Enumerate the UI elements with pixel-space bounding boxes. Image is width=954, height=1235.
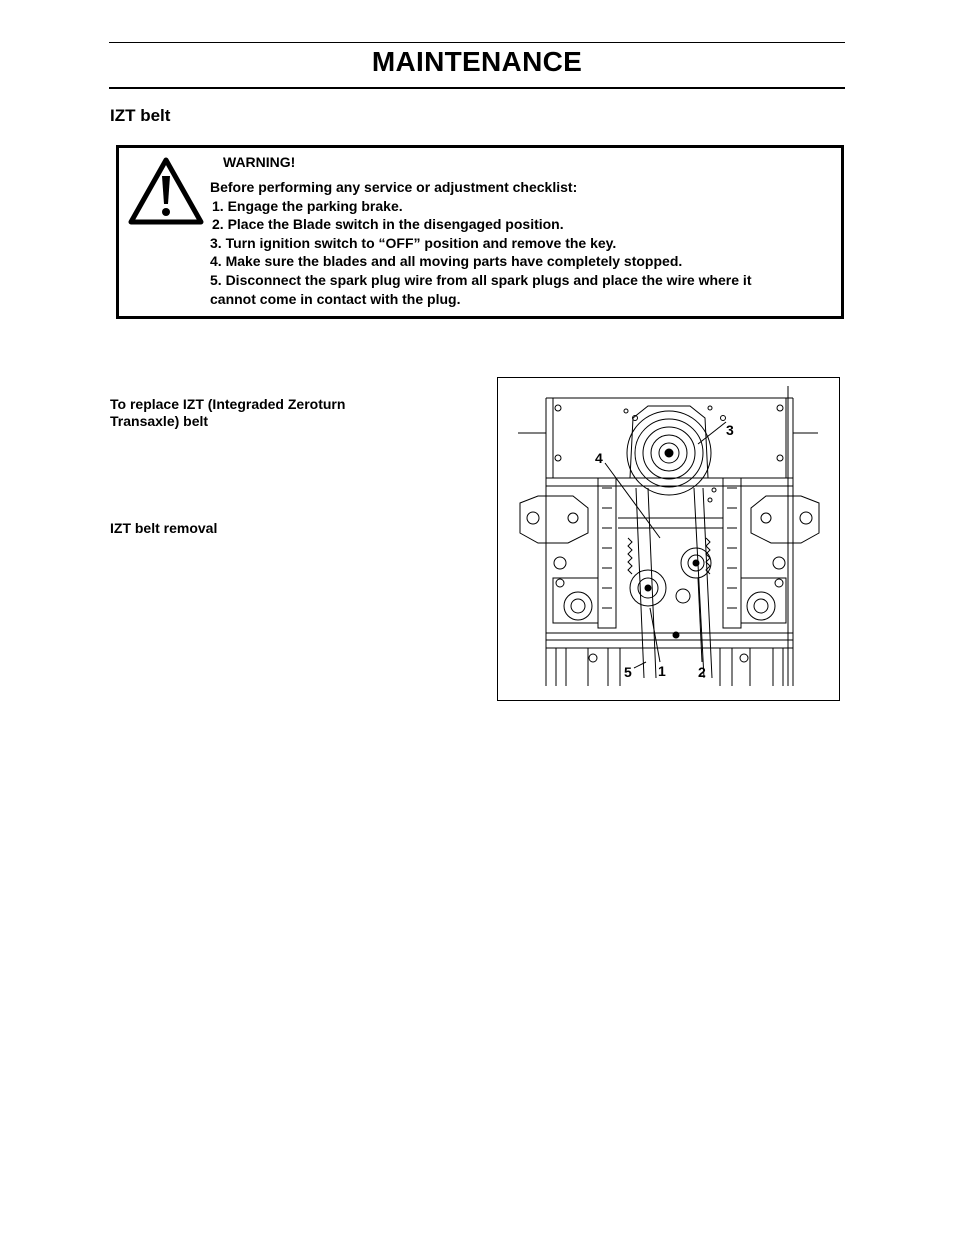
removal-heading: IZT belt removal: [110, 520, 218, 536]
warning-step-5: 5. Disconnect the spark plug wire from all spark plugs and place the wire where it: [210, 271, 752, 288]
section-heading: IZT belt: [110, 106, 171, 125]
header-top-rule: [109, 42, 845, 43]
callout-1: 1: [658, 663, 666, 679]
replace-heading: To replace IZT (Integraded Zeroturn Transaxle) belt: [110, 396, 346, 429]
warning-intro: Before performing any service or adjustment checklist:: [210, 179, 578, 195]
warning-box: [116, 145, 844, 319]
warning-step-4: 4. Make sure the blades and all moving parts have completely stopped.: [210, 253, 683, 270]
warning-step-2: 2. Place the Blade switch in the disengaged position.: [212, 216, 564, 233]
warning-step-3: 3. Turn ignition switch to “OFF” position and remove the key.: [210, 234, 617, 251]
belt-diagram-figure: [497, 377, 840, 701]
callout-2: 2: [698, 664, 706, 680]
callout-4: 4: [595, 450, 603, 466]
header-bottom-rule: [109, 87, 845, 89]
page-title: MAINTENANCE: [371, 46, 583, 77]
warning-checklist: [210, 178, 830, 308]
callout-5: 5: [624, 664, 632, 680]
belt-diagram-illustration: [498, 378, 841, 702]
warning-triangle-icon: [127, 156, 205, 226]
callout-3: 3: [726, 422, 734, 438]
warning-step-1: 1. Engage the parking brake.: [212, 197, 403, 214]
warning-title: WARNING!: [223, 154, 296, 170]
warning-step-5-cont: cannot come in contact with the plug.: [210, 290, 461, 307]
